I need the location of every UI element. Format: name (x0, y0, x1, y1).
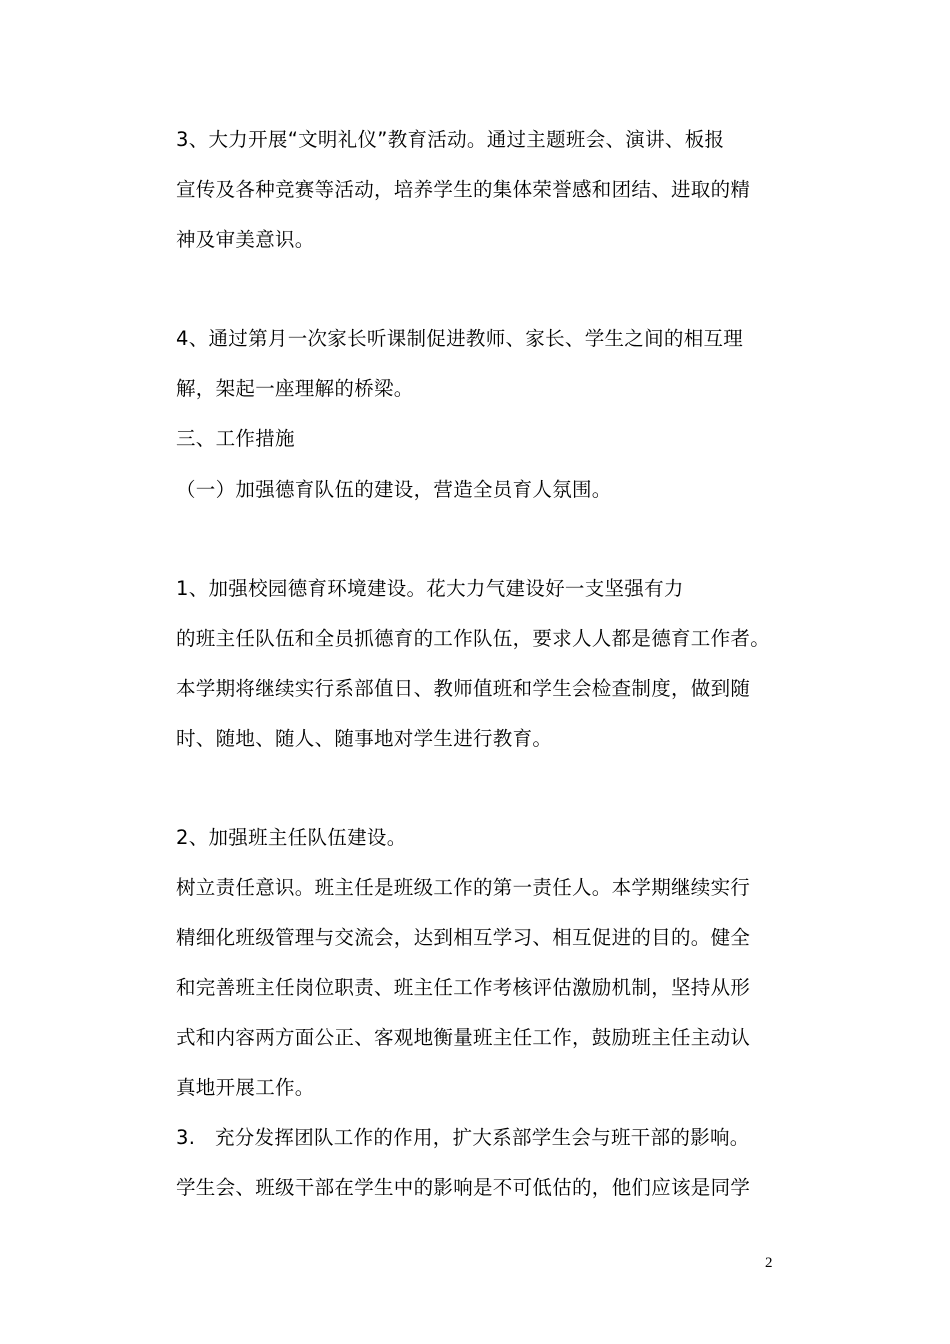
item-2-heading: 2、加强班主任队伍建设。 (176, 826, 407, 849)
paragraph-4-line-1: 4、通过第月一次家长听课制促进教师、家长、学生之间的相互理 (176, 327, 744, 350)
paragraph-4-line-2: 解，架起一座理解的桥梁。 (176, 377, 414, 400)
paragraph-3-line-1: 3、大力开展“文明礼仪”教育活动。通过主题班会、演讲、板报 (176, 128, 725, 151)
paragraph-3-line-2: 宣传及各种竞赛等活动，培养学生的集体荣誉感和团结、进取的精 (176, 178, 751, 201)
item-2-line-5: 真地开展工作。 (176, 1076, 315, 1099)
item-3-heading: 3. 充分发挥团队工作的作用，扩大系部学生会与班干部的影响。 (176, 1126, 750, 1149)
subsection-heading: （一）加强德育队伍的建设，营造全员育人氛围。 (176, 478, 612, 501)
item-2-line-4: 式和内容两方面公正、客观地衡量班主任工作，鼓励班主任主动认 (176, 1026, 751, 1049)
item-1-line-4: 时、随地、随人、随事地对学生进行教育。 (176, 727, 553, 750)
item-1-line-1: 1、加强校园德育环境建设。花大力气建设好一支坚强有力 (176, 577, 684, 600)
item-2-line-3: 和完善班主任岗位职责、班主任工作考核评估激励机制，坚持从形 (176, 976, 751, 999)
section-heading: 三、工作措施 (176, 427, 295, 450)
item-2-line-2: 精细化班级管理与交流会，达到相互学习、相互促进的目的。健全 (176, 926, 751, 949)
paragraph-3-line-3: 神及审美意识。 (176, 228, 315, 251)
item-1-line-2: 的班主任队伍和全员抓德育的工作队伍，要求人人都是德育工作者。 (176, 627, 771, 650)
item-1-line-3: 本学期将继续实行系部值日、教师值班和学生会检查制度，做到随 (176, 677, 751, 700)
item-3-line-1: 学生会、班级干部在学生中的影响是不可低估的，他们应该是同学 (176, 1176, 751, 1199)
item-2-line-1: 树立责任意识。班主任是班级工作的第一责任人。本学期继续实行 (176, 876, 751, 899)
page-number: 2 (765, 1255, 773, 1271)
